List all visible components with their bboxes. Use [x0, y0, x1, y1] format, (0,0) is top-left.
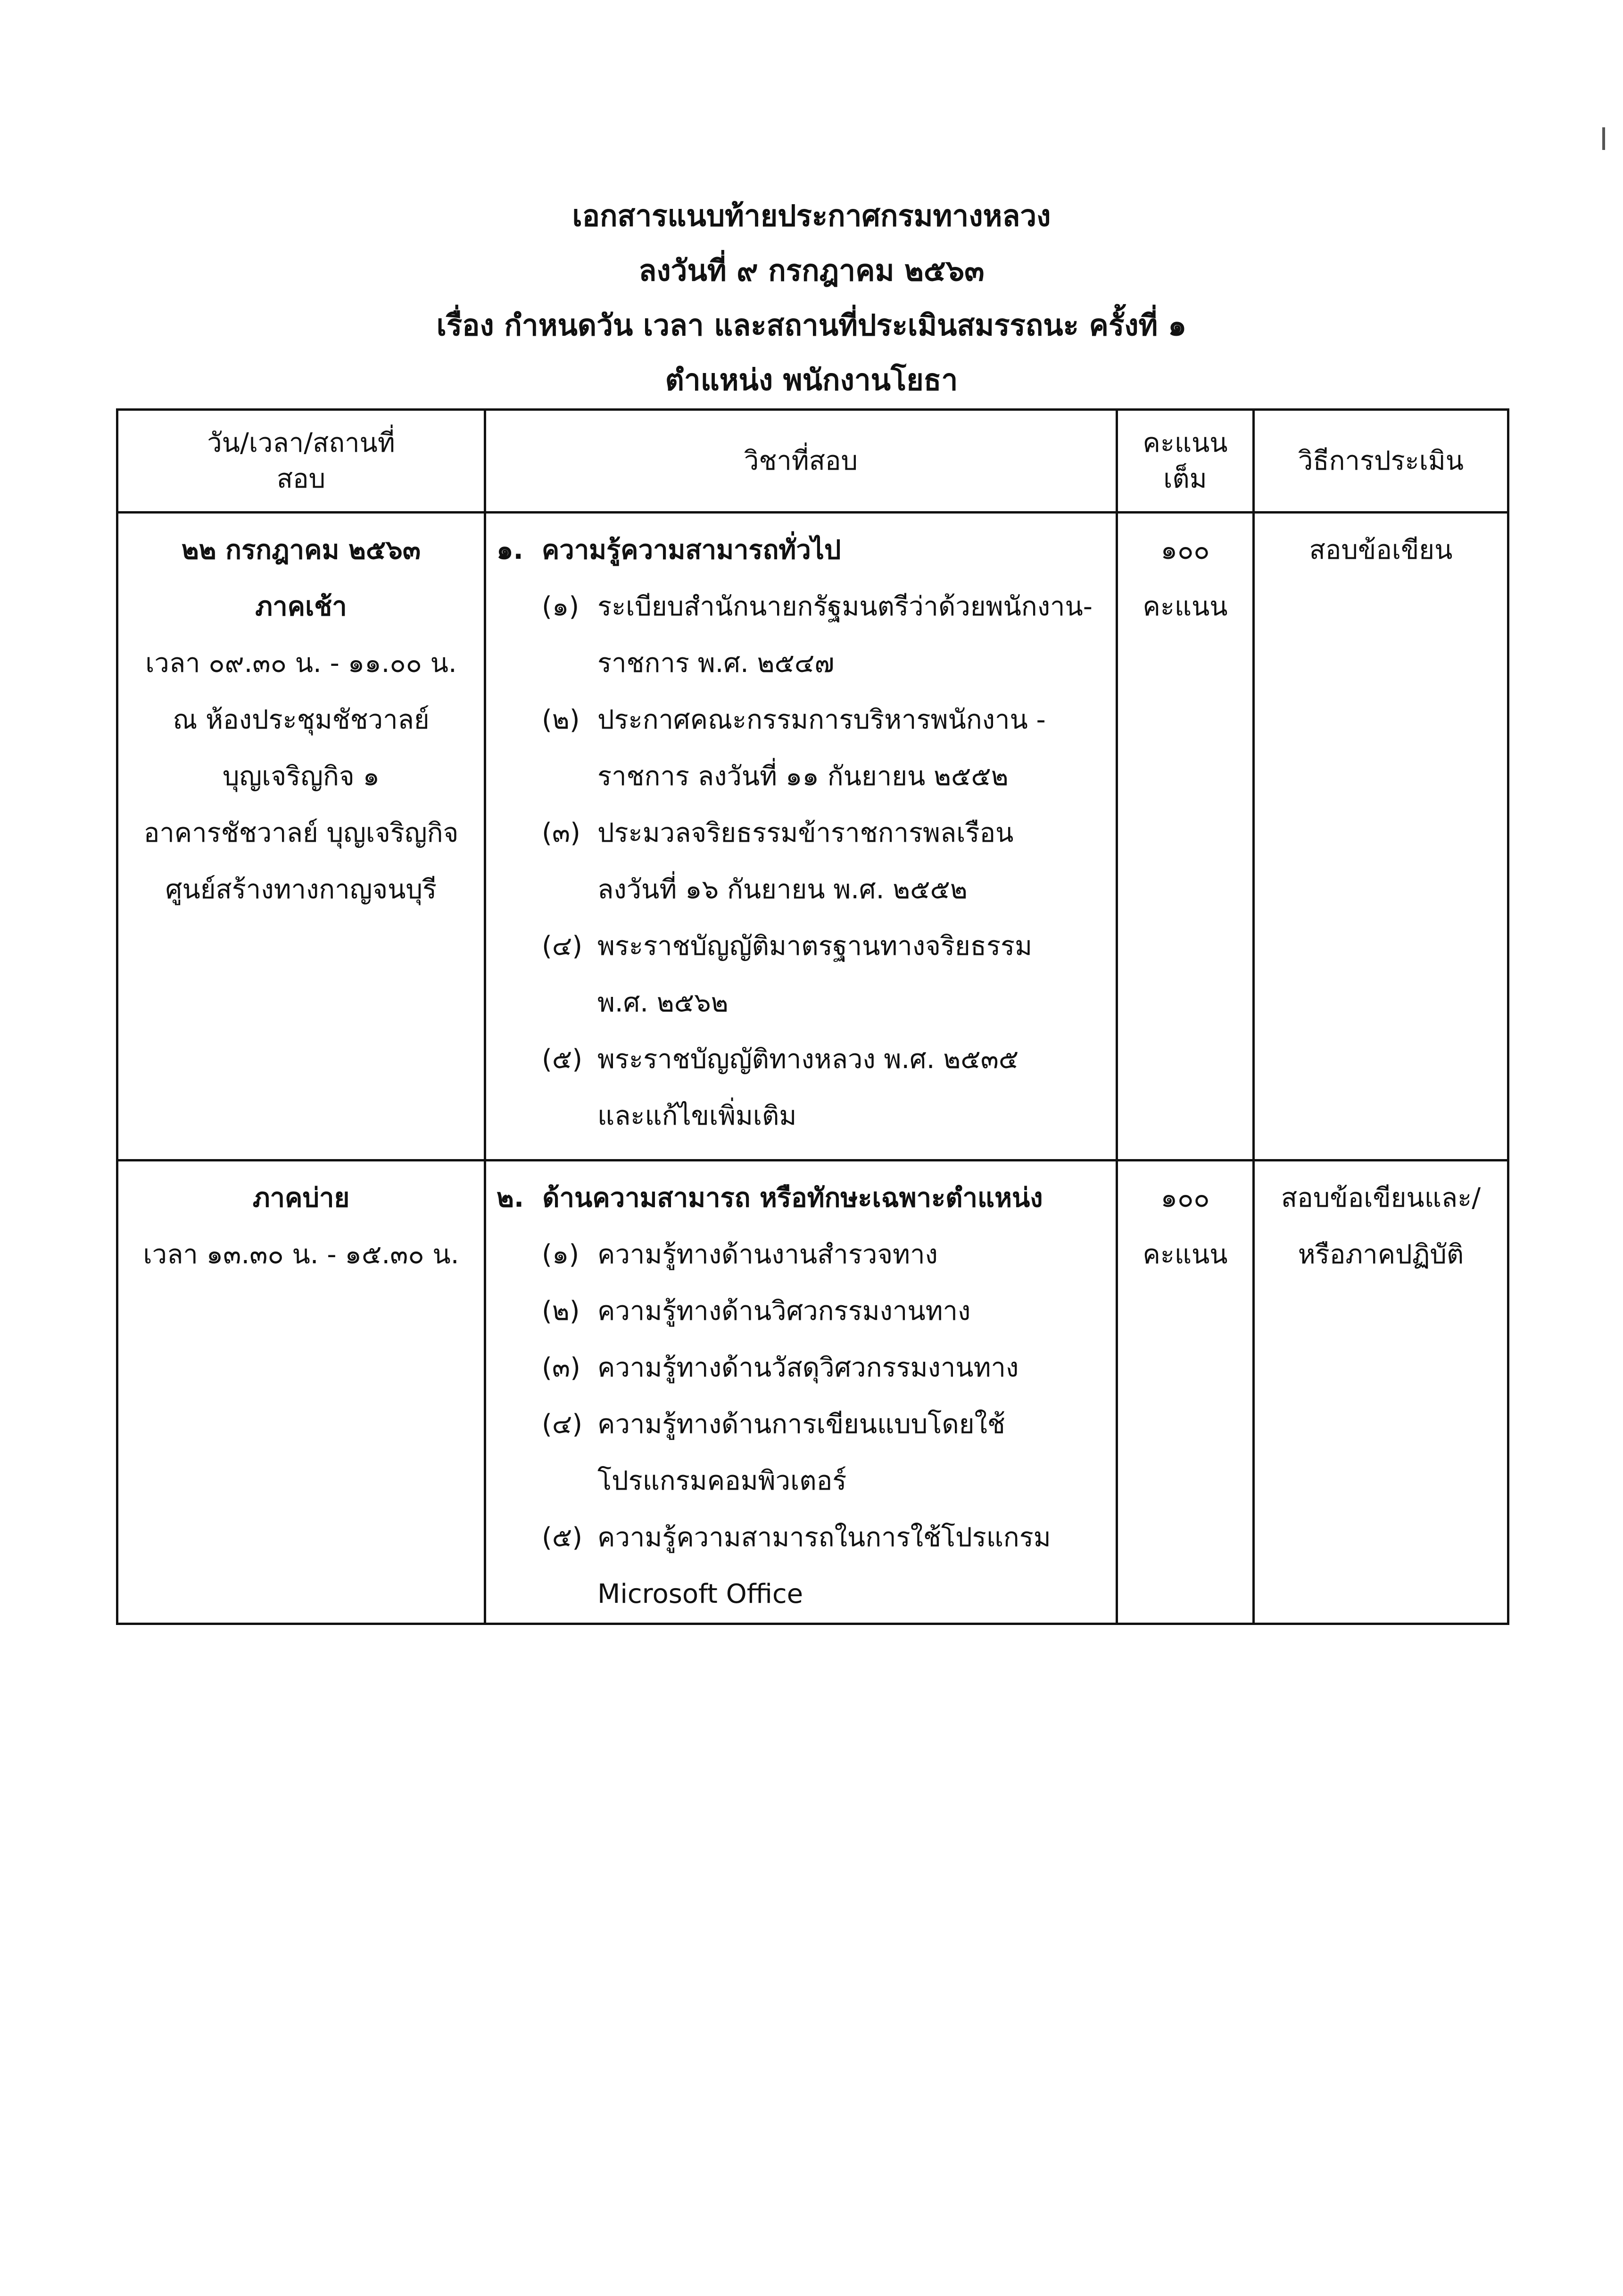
table-row: [117, 513, 1508, 1160]
row1-date-place: [117, 513, 485, 1160]
row1-session: ภาคเช้า: [255, 591, 347, 622]
section-title: ๑. ความรู้ความสามารถทั่วไป: [497, 535, 841, 565]
list-item-continuation: โปรแกรมคอมพิวเตอร์: [597, 1466, 847, 1496]
scan-edge-mark: [1602, 127, 1605, 150]
list-item-continuation: พ.ศ. ๒๕๖๒: [597, 987, 729, 1018]
header-subject: เรื่อง กำหนดวัน เวลา และสถานที่ประเมินสมรรถนะ ครั้งที่ ๑: [436, 308, 1187, 342]
row1-place: ณ ห้องประชุมชัชวาลย์: [173, 705, 430, 735]
row2-subjects: [485, 1160, 1117, 1624]
list-item: (๔) ความรู้ทางด้านการเขียนแบบโดยใช้: [542, 1409, 1005, 1440]
row1-place: บุญเจริญกิจ ๑: [222, 761, 380, 792]
row1-place: ศูนย์สร้างทางกาญจนบุรี: [165, 874, 437, 905]
list-item: (๓) ประมวลจริยธรรมข้าราชการพลเรือน: [542, 818, 1014, 848]
list-item: (๒) ความรู้ทางด้านวิศวกรรมงานทาง: [542, 1296, 971, 1326]
row1-time: เวลา ๐๙.๓๐ น. - ๑๑.๐๐ น.: [145, 648, 457, 679]
row2-method: สอบข้อเขียนและ/ หรือภาคปฏิบัติ: [1254, 1160, 1508, 1624]
table-header-row: [117, 410, 1508, 513]
list-item: (๔) พระราชบัญญัติมาตรฐานทางจริยธรรม: [542, 931, 1033, 962]
header-position: ตำแหน่ง พนักงานโยธา: [665, 363, 958, 397]
list-item: (๑) ความรู้ทางด้านงานสำรวจทาง: [542, 1239, 938, 1270]
table-row: [117, 1160, 1508, 1624]
row1-method: สอบข้อเขียน: [1254, 513, 1508, 1160]
list-item: (๒) ประกาศคณะกรรมการบริหารพนักงาน -: [542, 705, 1046, 735]
header-full-score: คะแนน เต็ม: [1117, 410, 1254, 513]
row2-time: เวลา ๑๓.๓๐ น. - ๑๕.๓๐ น.: [143, 1239, 459, 1270]
list-item: (๑) ระเบียบสำนักนายกรัฐมนตรีว่าด้วยพนักงาน-: [542, 591, 1093, 622]
row1-score: ๑๐๐ คะแนน: [1117, 513, 1254, 1160]
row2-score: ๑๐๐ คะแนน: [1117, 1160, 1254, 1624]
list-item-continuation: ราชการ พ.ศ. ๒๕๔๗: [597, 648, 835, 679]
exam-schedule-table: [116, 408, 1509, 1625]
row2-session: ภาคบ่าย: [252, 1183, 350, 1213]
header-date-place: วัน/เวลา/สถานที่ สอบ: [117, 410, 485, 513]
row1-place: อาคารชัชวาลย์ บุญเจริญกิจ: [143, 818, 459, 848]
list-item: (๓) ความรู้ทางด้านวัสดุวิศวกรรมงานทาง: [542, 1352, 1019, 1383]
row1-date: ๒๒ กรกฎาคม ๒๕๖๓: [181, 535, 421, 565]
list-item-continuation: ราชการ ลงวันที่ ๑๑ กันยายน ๒๕๕๒: [597, 761, 1009, 792]
row1-subjects: [485, 513, 1117, 1160]
header-date: ลงวันที่ ๙ กรกฎาคม ๒๕๖๓: [638, 253, 985, 288]
header-subject: วิชาที่สอบ: [485, 410, 1117, 513]
list-item: (๕) ความรู้ความสามารถในการใช้โปรแกรม: [542, 1522, 1051, 1553]
row2-date-place: [117, 1160, 485, 1624]
list-item-continuation: ลงวันที่ ๑๖ กันยายน พ.ศ. ๒๕๕๒: [597, 874, 968, 905]
header-title: เอกสารแนบท้ายประกาศกรมทางหลวง: [572, 199, 1051, 233]
header-method: วิธีการประเมิน: [1254, 410, 1508, 513]
section-title: ๒. ด้านความสามารถ หรือทักษะเฉพาะตำแหน่ง: [497, 1183, 1043, 1213]
document-header: [0, 189, 1623, 407]
list-item-continuation: Microsoft Office: [597, 1579, 803, 1609]
list-item: (๕) พระราชบัญญัติทางหลวง พ.ศ. ๒๕๓๕: [542, 1044, 1019, 1075]
list-item-continuation: และแก้ไขเพิ่มเติม: [597, 1101, 797, 1131]
